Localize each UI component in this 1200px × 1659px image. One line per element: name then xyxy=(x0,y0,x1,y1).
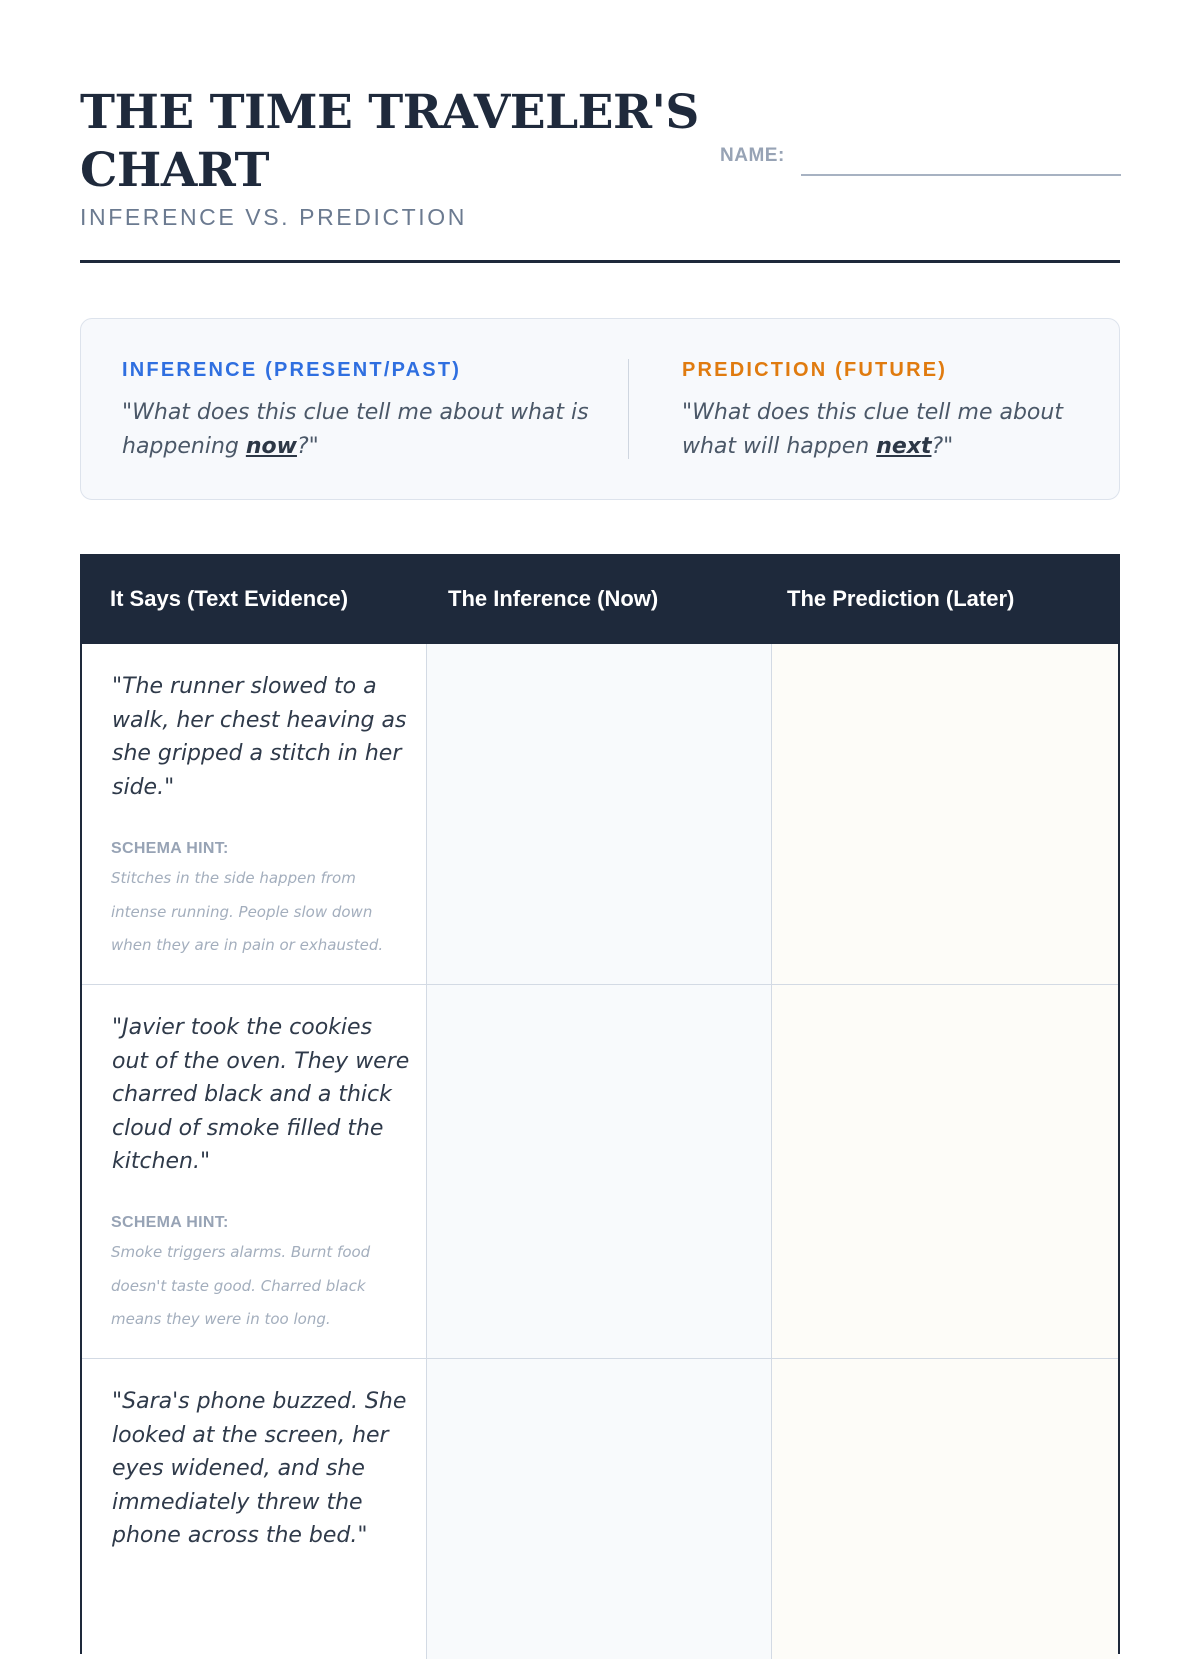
column-header-evidence: It Says (Text Evidence) xyxy=(110,586,349,611)
table-row xyxy=(82,985,1118,1359)
prediction-title: PREDICTION (FUTURE) xyxy=(682,359,948,381)
prediction-answer-cell[interactable] xyxy=(772,1359,1118,1659)
evidence-cell xyxy=(82,644,427,984)
schema-hint-label: SCHEMA HINT: xyxy=(111,840,229,857)
prediction-question-emphasis: next xyxy=(876,434,932,459)
column-header-prediction: The Prediction (Later) xyxy=(787,586,1015,611)
schema-hint-label: SCHEMA HINT: xyxy=(111,1214,229,1231)
definitions-box xyxy=(80,318,1120,500)
name-field[interactable] xyxy=(801,174,1121,176)
inference-question xyxy=(122,396,592,464)
evidence-quote: "Sara's phone buzzed. She looked at the screen, her eyes widened, and she immediately threw the phone across the bed." xyxy=(112,1389,407,1548)
page-subtitle: INFERENCE VS. PREDICTION xyxy=(80,204,467,230)
inference-answer-cell[interactable] xyxy=(427,644,772,984)
definitions-divider xyxy=(628,359,629,459)
evidence-cell xyxy=(82,1359,427,1659)
inference-question-text: "What does this clue tell me about what is happening xyxy=(122,400,589,459)
inference-title: INFERENCE (PRESENT/PAST) xyxy=(122,359,462,381)
prediction-question-text: "What does this clue tell me about what will happen xyxy=(682,400,1063,459)
page-title: THE TIME TRAVELER'S CHART xyxy=(80,85,699,198)
table-row xyxy=(82,1359,1118,1659)
table-row xyxy=(82,644,1118,985)
evidence-cell xyxy=(82,985,427,1358)
evidence-table xyxy=(80,554,1120,1654)
inference-definition xyxy=(122,359,592,464)
schema-hint-text: Smoke triggers alarms. Burnt food doesn't taste good. Charred black means they were in too long. xyxy=(111,1243,371,1328)
column-header-inference: The Inference (Now) xyxy=(448,586,659,611)
evidence-quote: "The runner slowed to a walk, her chest heaving as she gripped a stitch in her side." xyxy=(112,674,407,800)
table-header xyxy=(82,554,1118,644)
prediction-definition xyxy=(682,359,1082,464)
inference-answer-cell[interactable] xyxy=(427,985,772,1358)
evidence-quote: "Javier took the cookies out of the oven. They were charred black and a thick cloud of smoke filled the kitchen." xyxy=(112,1015,410,1174)
prediction-answer-cell[interactable] xyxy=(772,985,1118,1358)
worksheet-page xyxy=(80,0,1120,1600)
prediction-question-end: ?" xyxy=(931,434,954,459)
prediction-question xyxy=(682,396,1082,464)
inference-question-end: ?" xyxy=(296,434,319,459)
name-label: NAME: xyxy=(720,145,785,166)
inference-question-emphasis: now xyxy=(245,434,297,459)
schema-hint-text: Stitches in the side happen from intense running. People slow down when they are in pain or exhausted. xyxy=(111,869,384,954)
header-divider xyxy=(80,260,1120,263)
prediction-answer-cell[interactable] xyxy=(772,644,1118,984)
inference-answer-cell[interactable] xyxy=(427,1359,772,1659)
